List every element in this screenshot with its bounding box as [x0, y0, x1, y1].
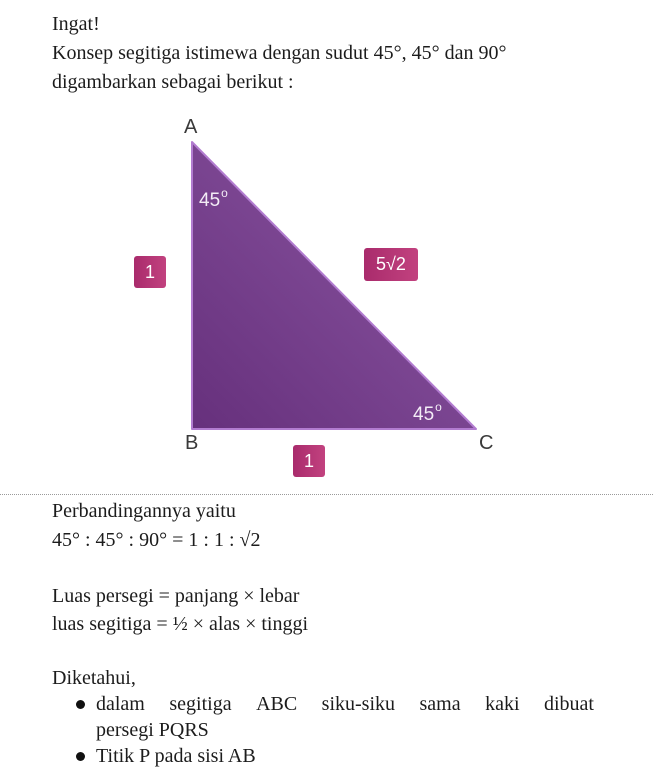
degree-mark: o: [435, 400, 442, 414]
ratio-title: Perbandingannya yaitu: [52, 500, 236, 522]
formula-triangle-area: luas segitiga = ½ × alas × tinggi: [52, 613, 309, 635]
given-title: Diketahui,: [52, 667, 136, 689]
angle-c-value: 45: [413, 404, 435, 425]
list-item-text: Titik P pada sisi AB: [96, 745, 256, 767]
word: siku-siku: [321, 693, 396, 715]
bullet-icon: [76, 700, 85, 709]
given-list: [72, 691, 594, 769]
intro-line-2: digambarkan sebagai berikut :: [52, 71, 294, 93]
side-ac-label: 5√2: [364, 248, 418, 281]
degree-mark: o: [221, 186, 228, 200]
intro-line-1: Konsep segitiga istimewa dengan sudut 45°, 45° dan 90°: [52, 42, 507, 64]
angle-a-label: [199, 186, 228, 212]
side-bc-label: 1: [293, 445, 325, 477]
vertex-label-b: B: [185, 432, 199, 454]
word: dibuat: [544, 693, 594, 715]
right-triangle-diagram: [0, 110, 653, 490]
triangle-figure: [0, 110, 653, 490]
section-divider: [0, 494, 653, 495]
list-item: [72, 743, 594, 769]
word: kaki: [485, 693, 520, 715]
formula-square-area: Luas persegi = panjang × lebar: [52, 585, 300, 607]
word: ABC: [256, 693, 298, 715]
angle-c-label: [413, 400, 442, 426]
side-ab-label: 1: [134, 256, 166, 288]
list-item-line-1: [96, 691, 594, 717]
vertex-label-c: C: [479, 432, 494, 454]
triangle-abc: [192, 142, 476, 429]
word: dalam: [96, 693, 145, 715]
word: segitiga: [169, 693, 232, 715]
vertex-label-a: A: [184, 116, 198, 138]
intro-heading: Ingat!: [52, 13, 100, 35]
angle-a-value: 45: [199, 190, 221, 211]
list-item: [72, 691, 594, 743]
ratio-equation: 45° : 45° : 90° = 1 : 1 : √2: [52, 529, 261, 551]
word: sama: [419, 693, 461, 715]
bullet-icon: [76, 752, 85, 761]
list-item-line-2: persegi PQRS: [96, 719, 209, 741]
